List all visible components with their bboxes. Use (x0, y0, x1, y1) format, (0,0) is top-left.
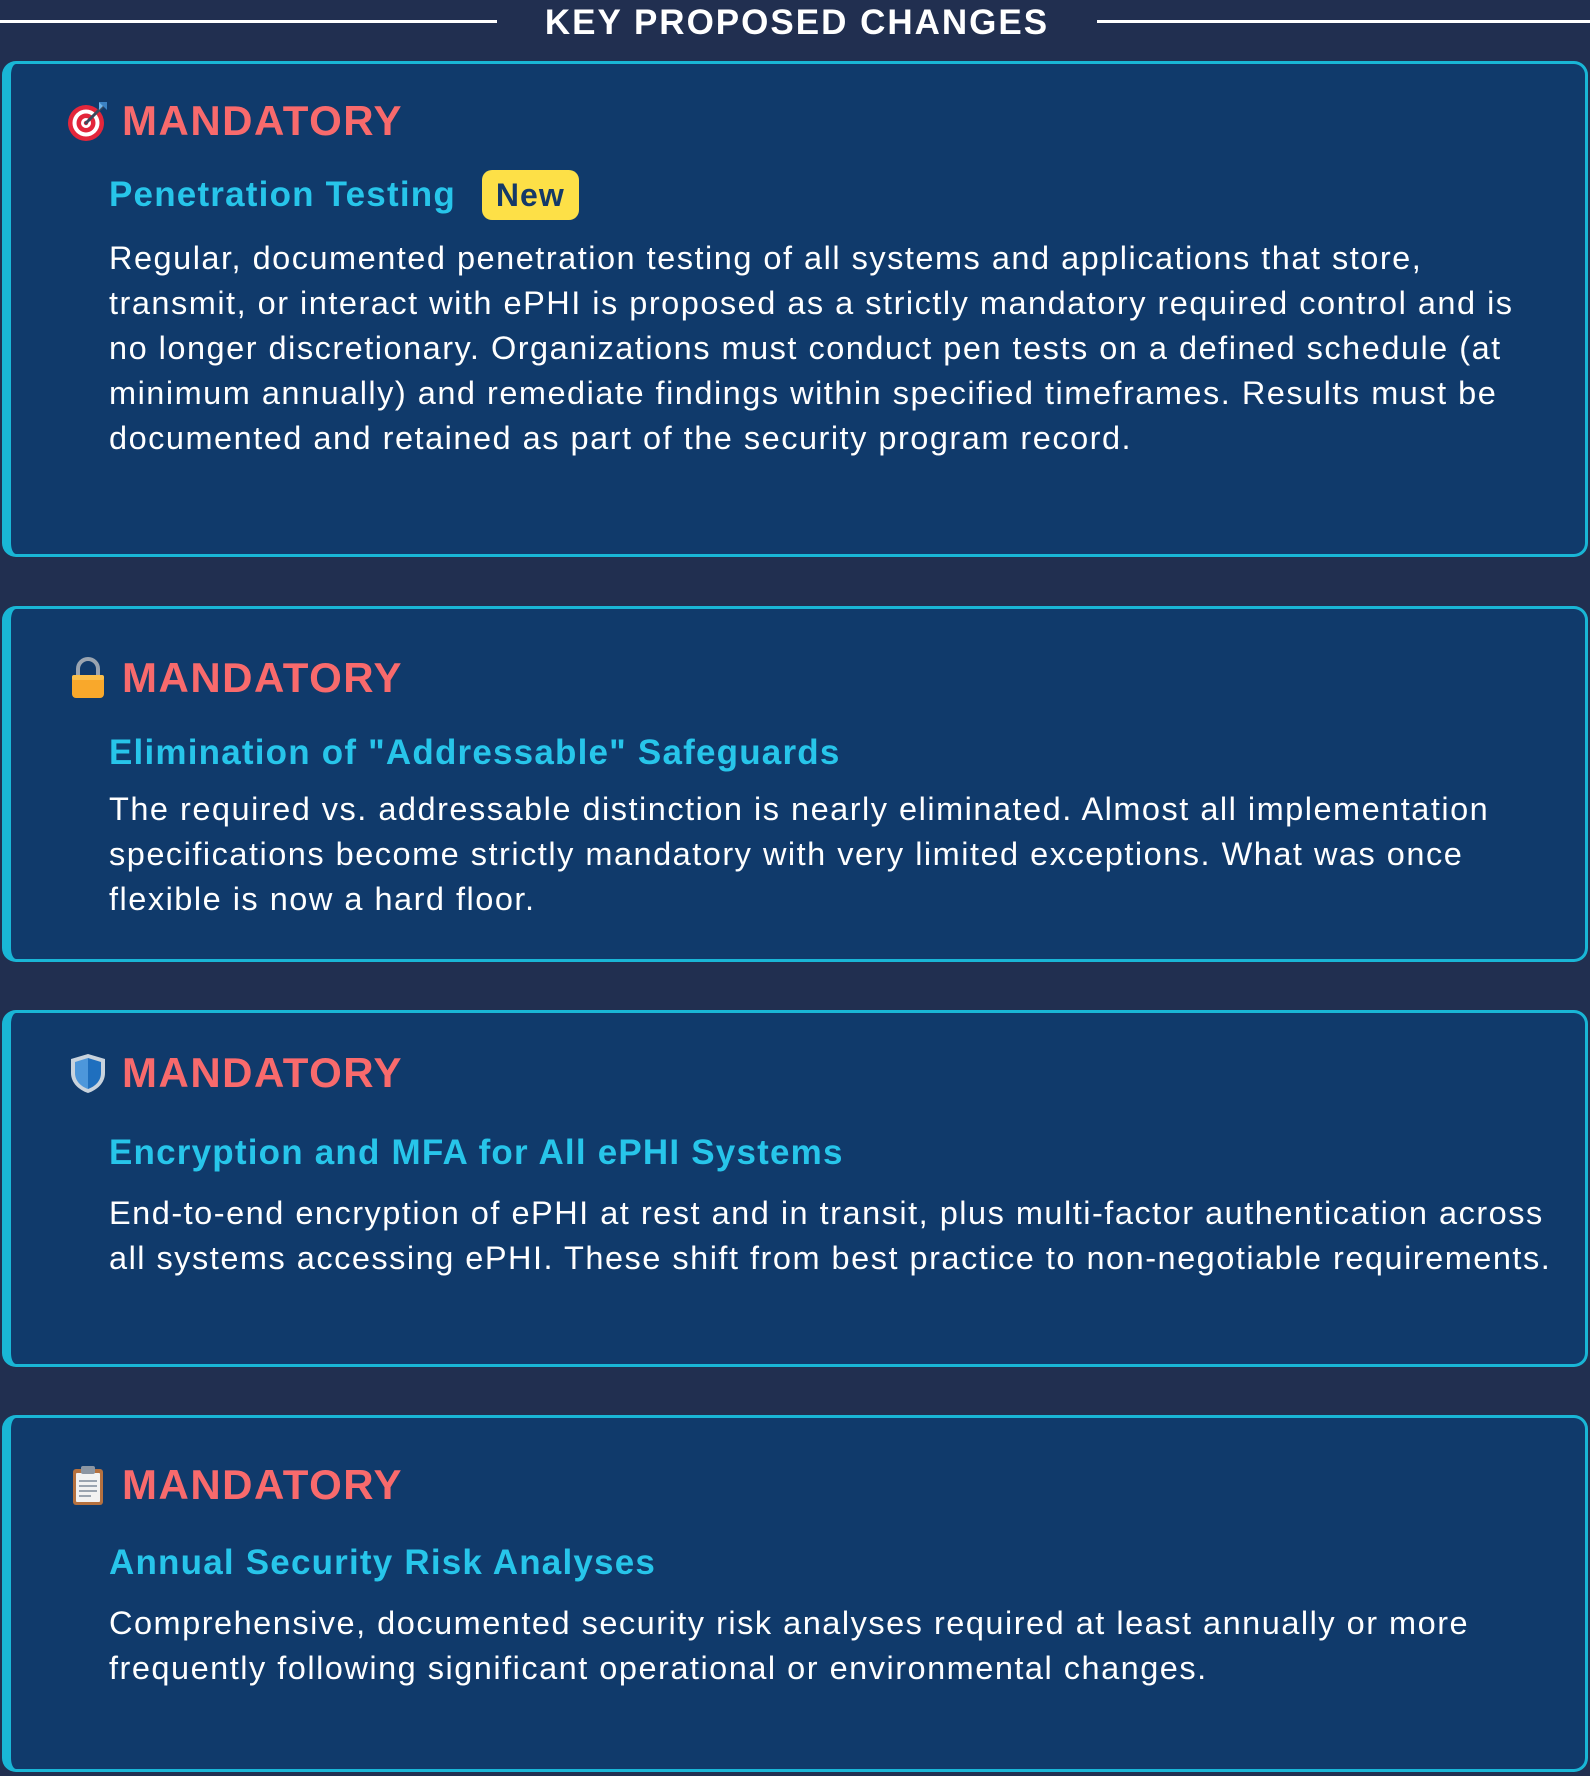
change-card-addressable-safeguards (2, 606, 1588, 962)
mandatory-label: MANDATORY (122, 654, 404, 701)
card-title: Encryption and MFA for All ePHI Systems (109, 1133, 844, 1172)
section-title: KEY PROPOSED CHANGES (544, 3, 1050, 42)
card-label-row (66, 96, 403, 146)
card-description: The required vs. addressable distinction is nearly eliminated. Almost all implementation specifications become strictly mandatory with very limited exceptions. What was once flexible is now a hard floor. (109, 791, 1490, 917)
mandatory-label: MANDATORY (122, 1049, 404, 1096)
shield-icon (66, 1051, 110, 1095)
card-description: Comprehensive, documented security risk analyses required at least annually or more frequently following significant operational or environmental changes. (109, 1605, 1470, 1686)
change-card-risk-analyses (2, 1415, 1588, 1772)
clipboard-icon (66, 1463, 110, 1507)
card-description: End-to-end encryption of ePHI at rest and in transit, plus multi-factor authentication across all systems accessing ePHI. These shift from best practice to non-negotiable requirements. (109, 1195, 1552, 1276)
mandatory-label: MANDATORY (122, 97, 404, 144)
section-header (0, 0, 1590, 46)
change-card-penetration-testing (2, 61, 1588, 557)
card-label-row (66, 653, 403, 703)
card-label-row (66, 1460, 403, 1510)
header-divider-right (1097, 20, 1590, 23)
card-description: Regular, documented penetration testing of all systems and applications that store, transmit, or interact with ePHI is proposed as a strictly mandatory required control and is no longer discretionary. Organizations must conduct pen tests on a defined schedule (at minimum annually) and remediate findings within specified timeframes. Results must be documented and retained as part of the security program record. (109, 240, 1514, 456)
card-title-row (109, 731, 841, 775)
card-label-row (66, 1048, 403, 1098)
target-icon (66, 99, 110, 143)
change-card-encryption-mfa (2, 1010, 1588, 1367)
lock-icon (66, 656, 110, 700)
header-divider-left (0, 20, 497, 23)
card-title: Penetration Testing (109, 175, 456, 214)
mandatory-label: MANDATORY (122, 1461, 404, 1508)
card-title: Annual Security Risk Analyses (109, 1543, 657, 1582)
card-title: Elimination of "Addressable" Safeguards (109, 733, 841, 772)
card-title-row (109, 170, 579, 220)
card-title-row (109, 1541, 656, 1585)
new-badge: New (482, 170, 579, 220)
card-title-row (109, 1131, 844, 1175)
